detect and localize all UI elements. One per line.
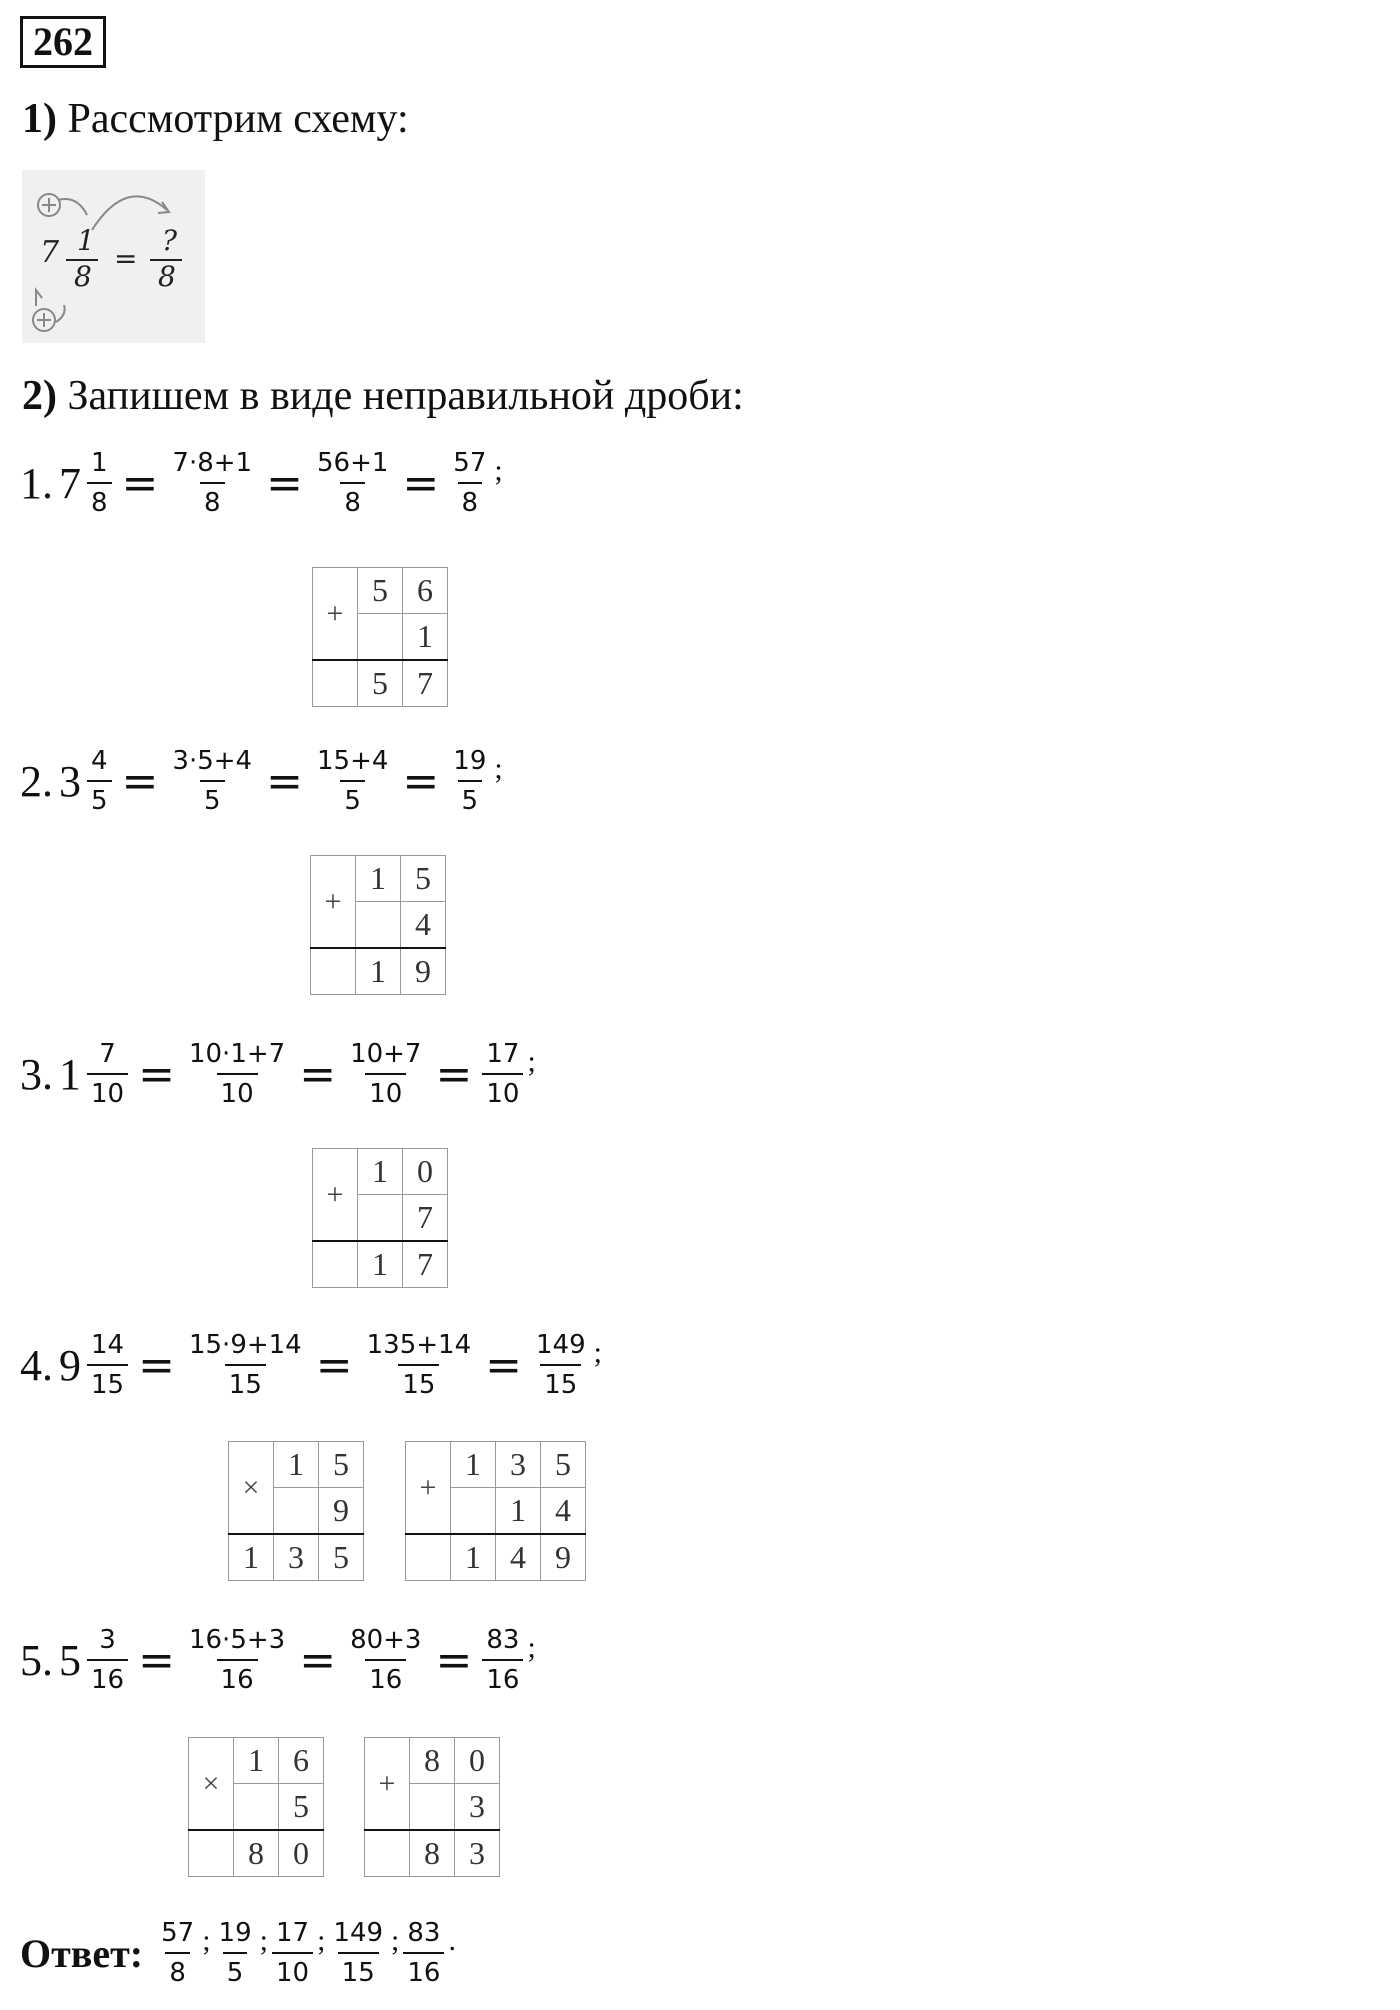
- expr-fraction-2: $\frac{10+7}{10}$: [350, 1039, 422, 1109]
- scheme-den: 8: [74, 260, 92, 293]
- item-index: 2.: [20, 756, 53, 806]
- item-row-2: 2. 3 $\frac{4}{5}$ = $\frac{3\cdot 5+4}{5}$ = $\frac{15+4}{5}$ = $\frac{19}{5}$ ;: [20, 746, 503, 816]
- answer-line: [20, 1918, 456, 1988]
- mixed-whole: 5: [59, 1635, 81, 1685]
- scheme-eq: =: [114, 242, 138, 275]
- operator: +: [313, 568, 358, 661]
- result-fraction: $\frac{149}{15}$: [535, 1330, 586, 1400]
- answer-fraction: $\frac{19}{5}$: [218, 1918, 252, 1988]
- item-index: 5.: [20, 1635, 53, 1685]
- calc-grid-5-add: + 8 0 3 8 3: [364, 1737, 500, 1877]
- item-row-1: 1. 7 $\frac{1}{8}$ = $\frac{7\cdot 8+1}{8}$ = $\frac{56+1}{8}$ = $\frac{57}{8}$ ;: [20, 448, 503, 518]
- expr-fraction-1: $\frac{10\cdot 1+7}{10}$: [188, 1039, 286, 1109]
- arrow-top-left: [58, 199, 87, 215]
- arrow-bottom: [36, 290, 42, 306]
- expr-fraction-2: $\frac{56+1}{8}$: [316, 448, 389, 518]
- answer-separator: ;: [317, 1924, 326, 1957]
- conversion-scheme: [22, 170, 205, 343]
- separator: ;: [494, 454, 503, 487]
- expr-fraction-1: $\frac{7\cdot 8+1}{8}$: [172, 448, 253, 518]
- answer-separator: .: [448, 1924, 456, 1957]
- mixed-fraction: $\frac{14}{15}$: [87, 1330, 128, 1400]
- answer-fraction: $\frac{149}{15}$: [333, 1918, 384, 1988]
- step1-number: 1): [22, 96, 57, 142]
- scheme-rden: 8: [158, 260, 176, 293]
- result-fraction: $\frac{19}{5}$: [453, 746, 487, 816]
- mixed-fraction: $\frac{1}{8}$: [87, 448, 112, 518]
- mixed-fraction: $\frac{4}{5}$: [87, 746, 112, 816]
- operator: ×: [229, 1442, 274, 1535]
- answer-separator: ;: [202, 1924, 211, 1957]
- step1-text: Рассмотрим схему:: [67, 96, 409, 142]
- mixed-whole: 1: [59, 1049, 81, 1099]
- answer-label: Ответ:: [20, 1930, 144, 1976]
- mixed-fraction: $\frac{7}{10}$: [87, 1039, 128, 1109]
- item-index: 3.: [20, 1049, 53, 1099]
- operator: +: [406, 1442, 451, 1535]
- answer-fraction: $\frac{17}{10}$: [272, 1918, 313, 1988]
- step2-text: Запишем в виде неправильной дроби:: [67, 373, 744, 419]
- scheme-drawing: [22, 170, 205, 343]
- operator: ×: [189, 1738, 234, 1831]
- operator: +: [365, 1738, 410, 1831]
- mixed-whole: 9: [59, 1340, 81, 1390]
- scheme-whole: 7: [40, 235, 60, 270]
- calc-grid-4-multiply: × 1 5 9 1 3 5: [228, 1441, 364, 1581]
- answer-fraction: $\frac{83}{16}$: [403, 1918, 444, 1988]
- result-fraction: $\frac{17}{10}$: [482, 1039, 523, 1109]
- expr-fraction-2: $\frac{80+3}{16}$: [350, 1625, 422, 1695]
- separator: ;: [527, 1631, 536, 1664]
- scheme-num: 1: [77, 224, 95, 257]
- expr-fraction-2: $\frac{15+4}{5}$: [316, 746, 389, 816]
- item-row-4: 4. 9 $\frac{14}{15}$ = $\frac{15\cdot 9+14}{15}$ = $\frac{135+14}{15}$ = $\frac{149}{15}$ ;: [20, 1330, 602, 1400]
- operator: +: [311, 856, 356, 949]
- item-row-5: 5. 5 $\frac{3}{16}$ = $\frac{16\cdot 5+3}{16}$ = $\frac{80+3}{16}$ = $\frac{83}{16}$ ;: [20, 1625, 536, 1695]
- calc-grid-1: + 5 6 1 5 7: [312, 567, 448, 707]
- step2-number: 2): [22, 373, 57, 419]
- scheme-rnum: ?: [162, 224, 178, 257]
- item-index: 4.: [20, 1340, 53, 1390]
- item-row-3: 3. 1 $\frac{7}{10}$ = $\frac{10\cdot 1+7}{10}$ = $\frac{10+7}{10}$ = $\frac{17}{10}$ ;: [20, 1039, 536, 1109]
- answer-fraction: $\frac{57}{8}$: [161, 1918, 195, 1988]
- answer-separator: ;: [259, 1924, 268, 1957]
- calc-grid-2: + 1 5 4 1 9: [310, 855, 446, 995]
- step2-line: [22, 372, 744, 420]
- step1-line: [22, 95, 409, 143]
- calc-grid-4-add: + 1 3 5 1 4 1 4 9: [405, 1441, 586, 1581]
- result-fraction: $\frac{83}{16}$: [482, 1625, 523, 1695]
- expr-fraction-2: $\frac{135+14}{15}$: [366, 1330, 472, 1400]
- task-number: 262: [20, 16, 106, 68]
- calc-grid-3: + 1 0 7 1 7: [312, 1148, 448, 1288]
- item-index: 1.: [20, 458, 53, 508]
- separator: ;: [527, 1045, 536, 1078]
- separator: ;: [494, 752, 503, 785]
- separator: ;: [593, 1336, 602, 1369]
- expr-fraction-1: $\frac{3\cdot 5+4}{5}$: [172, 746, 253, 816]
- arrow-top-right: [92, 196, 167, 230]
- expr-fraction-1: $\frac{15\cdot 9+14}{15}$: [188, 1330, 302, 1400]
- mixed-whole: 7: [59, 458, 81, 508]
- operator: +: [313, 1149, 358, 1242]
- mixed-fraction: $\frac{3}{16}$: [87, 1625, 128, 1695]
- answer-separator: ;: [391, 1924, 400, 1957]
- expr-fraction-1: $\frac{16\cdot 5+3}{16}$: [188, 1625, 286, 1695]
- mixed-whole: 3: [59, 756, 81, 806]
- calc-grid-5-multiply: × 1 6 5 8 0: [188, 1737, 324, 1877]
- result-fraction: $\frac{57}{8}$: [453, 448, 487, 518]
